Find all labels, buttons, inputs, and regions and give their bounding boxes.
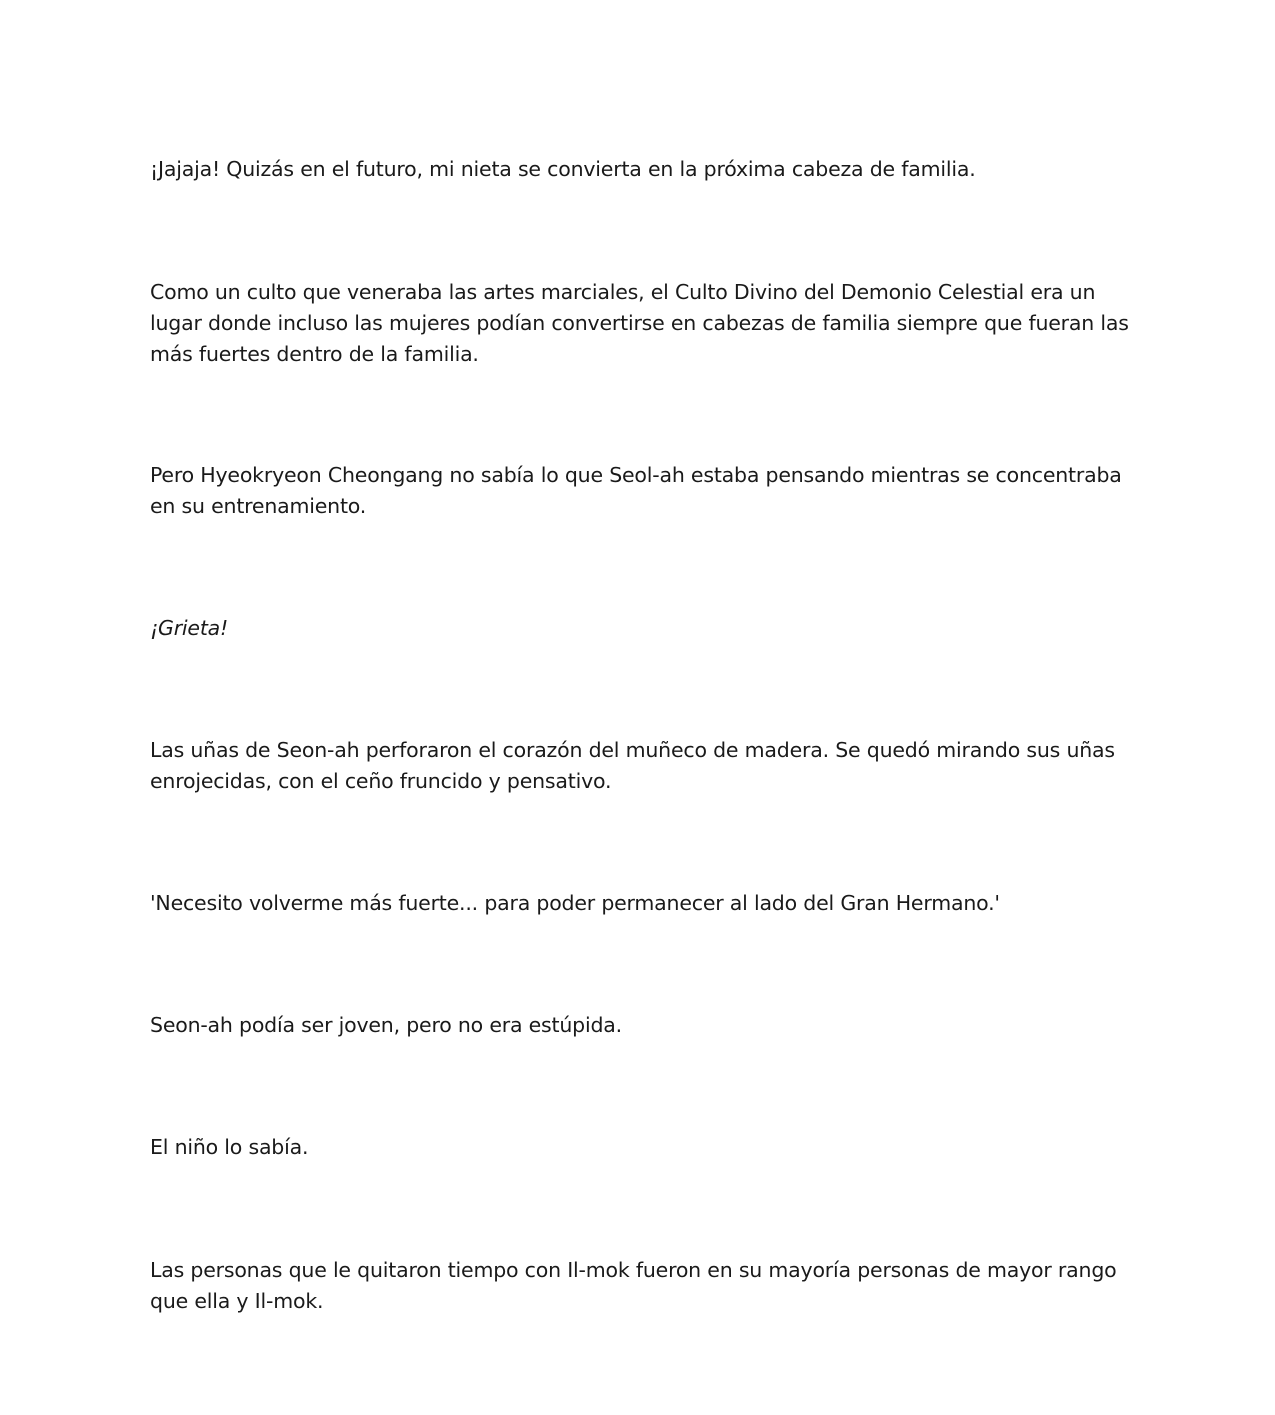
paragraph: El niño lo sabía. xyxy=(150,1135,309,1159)
paragraph: Como un culto que veneraba las artes marciales, el Culto Divino del Demonio Celestial era un lugar donde incluso las mujeres podían convertirse en cabezas de familia siempre que fueran las más fuertes dentro de la familia. xyxy=(150,280,1129,366)
paragraph: Seon-ah podía ser joven, pero no era estúpida. xyxy=(150,1013,622,1037)
paragraph: ¡Jajaja! Quizás en el futuro, mi nieta se convierta en la próxima cabeza de familia. xyxy=(150,157,976,181)
sound-effect-paragraph: ¡Grieta! xyxy=(150,616,229,640)
paragraph: Pero Hyeokryeon Cheongang no sabía lo que Seol-ah estaba pensando mientras se concentraba en su entrenamiento. xyxy=(150,463,1122,518)
thought-paragraph: 'Necesito volverme más fuerte... para poder permanecer al lado del Gran Hermano.' xyxy=(150,891,1000,915)
paragraph: Las personas que le quitaron tiempo con Il-mok fueron en su mayoría personas de mayor rango que ella y Il-mok. xyxy=(150,1258,1117,1313)
paragraph: Las uñas de Seon-ah perforaron el corazón del muñeco de madera. Se quedó mirando sus uñas enrojecidas, con el ceño fruncido y pensativo. xyxy=(150,738,1115,793)
